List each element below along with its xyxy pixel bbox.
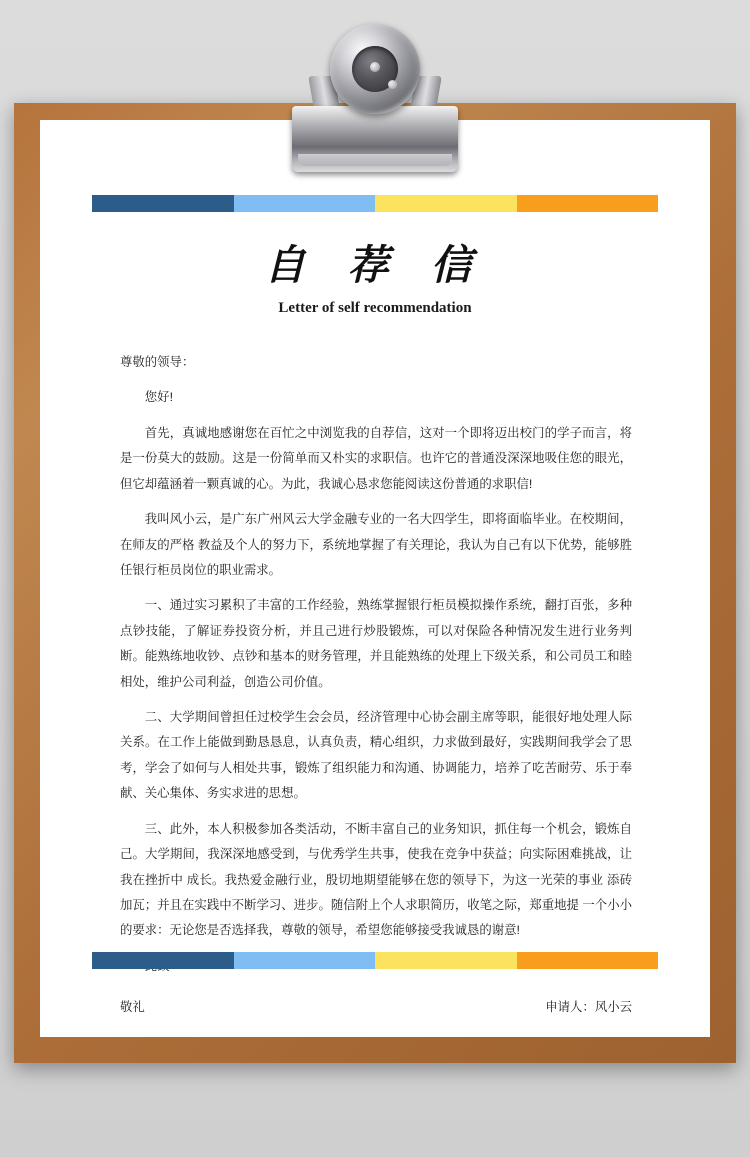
signature-row: [120, 989, 632, 1020]
color-bar-segment-1-bottom: [92, 952, 234, 969]
color-bar-top: [92, 195, 658, 212]
clip-disc-center-dot: [370, 62, 380, 72]
greeting: 您好!: [144, 390, 174, 405]
letter-content: [120, 350, 632, 1021]
page-subtitle: Letter of self recommendation: [278, 300, 472, 316]
applicant-name: 申请人：风小云: [545, 1000, 632, 1015]
color-bar-segment-4-bottom: [517, 952, 659, 969]
salutation: 尊敬的领导：: [120, 355, 195, 369]
clip-plate: [292, 106, 458, 172]
metal-clip: [292, 14, 458, 174]
color-bar-segment-2-bottom: [234, 952, 376, 969]
salute-line: 敬礼: [120, 1000, 145, 1015]
document-body: [40, 120, 710, 1037]
color-bar-segment-3: [375, 195, 517, 212]
color-bar-segment-1: [92, 195, 234, 212]
page-title: 自 荐 信: [264, 241, 486, 289]
clip-disc: [330, 24, 420, 114]
paper-sheet: [40, 120, 710, 1037]
clip-screw: [388, 80, 397, 89]
paragraph-1: 首先，真诚地感谢您在百忙之中浏览我的自荐信，这对一个即将迈出校门的学子而言，将是一份莫大的鼓励。这是一份简单而又朴实的求职信。也许它的普通没深深地吸住您的眼光，但它却蕴涵着一颗真诚的心。为此，我诚心恳求您能阅读这份普通的求职信!: [120, 425, 632, 491]
clipboard-frame: [14, 103, 736, 1063]
color-bar-bottom: [92, 952, 658, 969]
paragraph-5: 三、此外，本人积极参加各类活动，不断丰富自己的业务知识，抓住每一个机会，锻炼自己。大学期间，我深深地感受到，与优秀学生共事，使我在竞争中获益；向实际困难挑战，让我在挫折中 成长。我热爱金融行业，殷切地期望能够在您的领导下，为这一光荣的事业 添砖加瓦；并且在实践中不断学习、进步。随信附上个人求职简历，收笔之际，郑重地提 一个小小的要求：无论您是否选择我，尊敬的领导，希望您能够接受我诚恳的谢意!: [120, 821, 632, 938]
color-bar-segment-2: [234, 195, 376, 212]
color-bar-segment-4: [517, 195, 659, 212]
paragraph-4: 二、大学期间曾担任过校学生会会员，经济管理中心协会副主席等职，能很好地处理人际关系。在工作上能做到勤恳恳息，认真负责，精心组织，力求做到最好，实践期间我学会了思考，学会了如何与人相处共事，锻炼了组织能力和沟通、协调能力，培养了吃苦耐劳、乐于奉献、关心集体、务实求进的思想。: [120, 710, 632, 801]
paragraph-2: 我叫风小云，是广东广州风云大学金融专业的一名大四学生，即将面临毕业。在校期间，在师友的严格 教益及个人的努力下，系统地掌握了有关理论，我认为自己有以下优势，能够胜任银行柜员岗位的职业需求。: [120, 512, 632, 577]
color-bar-segment-3-bottom: [375, 952, 517, 969]
paragraph-3: 一、通过实习累积了丰富的工作经验，熟练掌握银行柜员模拟操作系统，翻打百张，多种点钞技能，了解证券投资分析，并且己进行炒股锻炼，可以对保险各种情况发生进行业务判断。能熟练地收钞、点钞和基本的财务管理，并且能熟练的处理上下级关系，和公司员工和睦相处，维护公司利益，创造公司价值。: [120, 598, 632, 689]
